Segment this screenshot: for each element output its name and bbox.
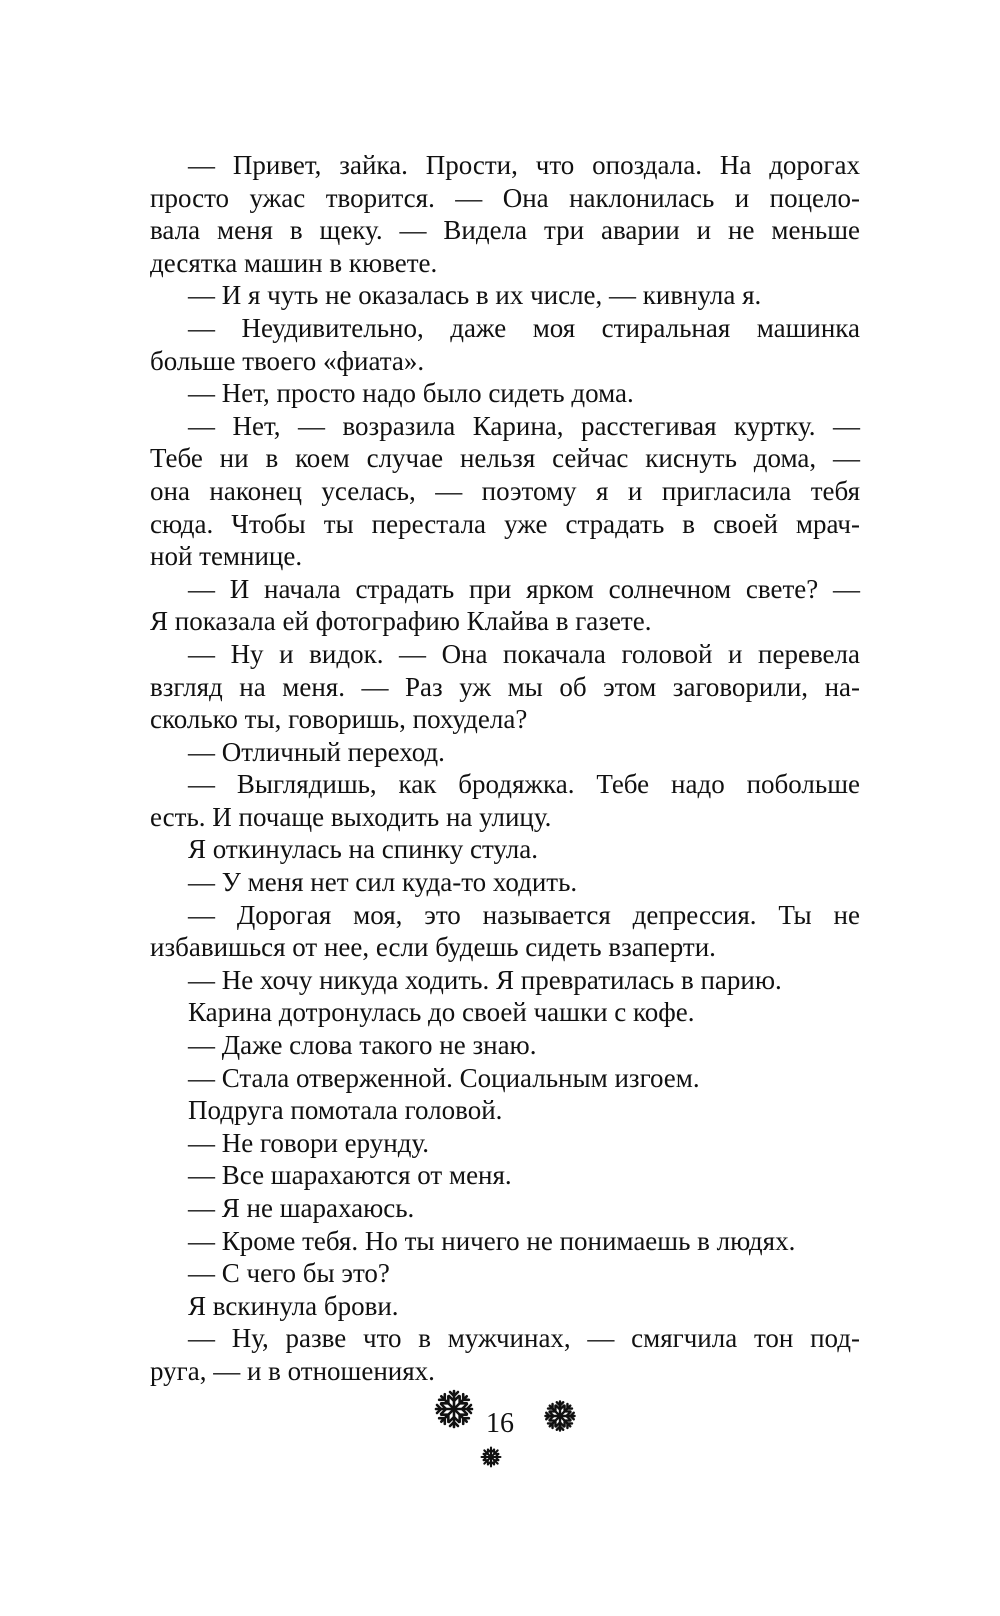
text-line: — Ну и видок. — Она покачала головой и перевела — [188, 638, 860, 669]
text-line: десятка машин в кювете. — [150, 247, 438, 278]
text-line: Я вскинула брови. — [188, 1290, 399, 1321]
text-line: сколько ты, говоришь, похудела? — [150, 704, 528, 735]
text-line: Я откинулась на спинку стула. — [188, 834, 538, 865]
text-line: избавишься от нее, если будешь сидеть взаперти. — [150, 932, 716, 963]
text-line: — Дорогая моя, это называется депрессия. Ты не — [188, 899, 860, 930]
text-line: просто ужас творится. — Она наклонилась и поцело- — [150, 182, 860, 213]
body-text — [150, 149, 860, 1388]
text-line: Тебе ни в коем случае нельзя сейчас киснуть дома, — — [150, 443, 860, 474]
text-line: — С чего бы это? — [188, 1258, 390, 1289]
text-line: — Выглядишь, как бродяжка. Тебе надо побольше — [188, 769, 860, 800]
text-line: — Ну, разве что в мужчинах, — смягчила тон под- — [188, 1323, 860, 1354]
text-line: — Нет, просто надо было сидеть дома. — [188, 378, 634, 409]
text-line: — Нет, — возразила Карина, расстегивая куртку. — — [188, 410, 860, 441]
text-line: — Привет, зайка. Прости, что опоздала. На дорогах — [188, 150, 860, 180]
text-line: взгляд на меня. — Раз уж мы об этом заговорили, на- — [150, 671, 860, 702]
text-line: она наконец уселась, — поэтому я и пригласила тебя — [150, 475, 860, 506]
text-line: — Даже слова такого не знаю. — [188, 1030, 537, 1061]
text-line: сюда. Чтобы ты перестала уже страдать в своей мрач- — [150, 508, 860, 539]
text-line: вала меня в щеку. — Видела три аварии и не меньше — [150, 215, 860, 246]
text-line: — Кроме тебя. Но ты ничего не понимаешь в людях. — [188, 1225, 796, 1256]
text-line: Карина дотронулась до своей чашки с кофе. — [188, 997, 695, 1028]
text-line: Подруга помотала головой. — [188, 1095, 503, 1126]
text-line: есть. И почаще выходить на улицу. — [150, 801, 552, 832]
text-line: — Отличный переход. — [188, 736, 445, 767]
text-line: ной темнице. — [150, 541, 303, 572]
text-line: руга, — и в отношениях. — [150, 1355, 435, 1386]
text-line: — Я не шарахаюсь. — [188, 1193, 415, 1223]
text-line: — Не хочу никуда ходить. Я превратилась в парию. — [188, 964, 782, 995]
text-line: — Стала отверженной. Социальным изгоем. — [188, 1062, 700, 1093]
text-line: — И начала страдать при ярком солнечном свете? — — [188, 573, 860, 604]
snowflake-icon — [543, 1399, 577, 1433]
text-line: — Неудивительно, даже моя стиральная машинка — [188, 312, 860, 343]
page-number: 16 — [486, 1408, 514, 1439]
text-line: Я показала ей фотографию Клайва в газете. — [150, 606, 652, 637]
text-line: — Не говори ерунду. — [188, 1127, 430, 1158]
text-line: — Все шарахаются от меня. — [188, 1160, 512, 1191]
snowflake-icon — [480, 1446, 502, 1468]
text-line: больше твоего «фиата». — [150, 345, 425, 376]
text-line: — У меня нет сил куда-то ходить. — [188, 867, 578, 898]
snowflake-icon — [433, 1388, 475, 1430]
text-line: — И я чуть не оказалась в их числе, — кивнула я. — [188, 280, 762, 311]
